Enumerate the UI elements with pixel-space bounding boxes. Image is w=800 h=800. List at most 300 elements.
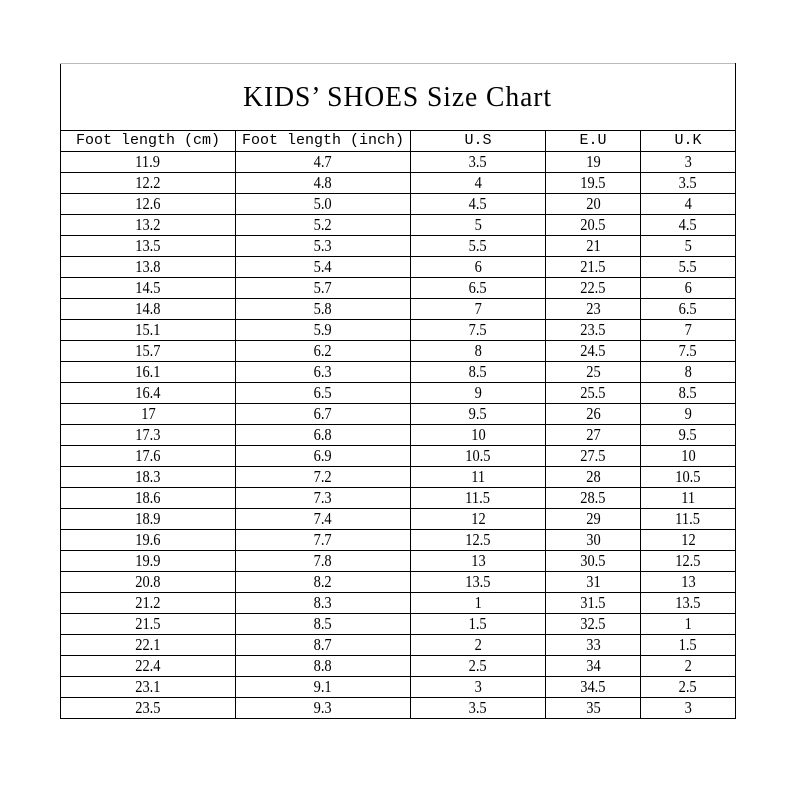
header-us: U.S — [411, 131, 546, 152]
cell-value: 8.8 — [313, 656, 333, 675]
cell-value: 31 — [585, 572, 601, 591]
cell-value: 28.5 — [580, 488, 606, 507]
cell-value: 19 — [585, 152, 601, 171]
cell-eu — [546, 341, 641, 362]
cell-value: 2 — [684, 656, 692, 675]
cell-value: 7.4 — [313, 509, 333, 528]
cell-foot-cm — [61, 383, 236, 404]
table-row — [61, 572, 736, 593]
cell-uk — [641, 362, 736, 383]
cell-foot-cm — [61, 278, 236, 299]
cell-value: 11.9 — [135, 152, 161, 171]
cell-value: 13.8 — [135, 257, 161, 276]
cell-value: 5.9 — [313, 320, 333, 339]
cell-value: 7.8 — [313, 551, 333, 570]
cell-uk — [641, 593, 736, 614]
cell-foot-inch — [236, 593, 411, 614]
cell-value: 2 — [474, 635, 482, 654]
cell-foot-cm — [61, 425, 236, 446]
cell-us — [411, 236, 546, 257]
cell-value: 4.5 — [678, 215, 698, 234]
cell-uk — [641, 278, 736, 299]
cell-us — [411, 467, 546, 488]
cell-value: 27 — [585, 425, 601, 444]
cell-uk — [641, 614, 736, 635]
cell-value: 19.5 — [580, 173, 606, 192]
cell-value: 3.5 — [468, 698, 488, 717]
cell-value: 11.5 — [675, 509, 701, 528]
cell-eu — [546, 656, 641, 677]
cell-uk — [641, 530, 736, 551]
cell-eu — [546, 215, 641, 236]
cell-foot-inch — [236, 698, 411, 719]
cell-value: 23.5 — [135, 698, 161, 717]
cell-value: 18.3 — [135, 467, 161, 486]
cell-value: 9 — [684, 404, 692, 423]
cell-foot-inch — [236, 278, 411, 299]
cell-eu — [546, 530, 641, 551]
cell-value: 22.1 — [135, 635, 161, 654]
cell-value: 8.7 — [313, 635, 333, 654]
cell-eu — [546, 593, 641, 614]
cell-value: 20.8 — [135, 572, 161, 591]
cell-value: 5.8 — [313, 299, 333, 318]
cell-uk — [641, 572, 736, 593]
cell-value: 14.5 — [135, 278, 161, 297]
cell-value: 7.2 — [313, 467, 333, 486]
cell-value: 9 — [474, 383, 482, 402]
cell-foot-cm — [61, 488, 236, 509]
cell-eu — [546, 278, 641, 299]
cell-value: 4.5 — [468, 194, 488, 213]
cell-us — [411, 656, 546, 677]
cell-value: 16.1 — [135, 362, 161, 381]
cell-foot-cm — [61, 341, 236, 362]
cell-value: 4 — [474, 173, 482, 192]
cell-foot-inch — [236, 341, 411, 362]
cell-value: 9.5 — [678, 425, 698, 444]
cell-foot-cm — [61, 299, 236, 320]
cell-value: 10.5 — [465, 446, 491, 465]
cell-foot-inch — [236, 173, 411, 194]
cell-value: 12 — [680, 530, 696, 549]
cell-uk — [641, 425, 736, 446]
cell-eu — [546, 425, 641, 446]
cell-value: 5.3 — [313, 236, 333, 255]
cell-value: 3.5 — [678, 173, 698, 192]
table-row — [61, 341, 736, 362]
cell-value: 13 — [680, 572, 696, 591]
cell-value: 8.2 — [313, 572, 333, 591]
table-row — [61, 299, 736, 320]
cell-value: 8.5 — [468, 362, 488, 381]
cell-value: 18.9 — [135, 509, 161, 528]
cell-foot-inch — [236, 467, 411, 488]
cell-value: 5.0 — [313, 194, 333, 213]
cell-value: 10.5 — [675, 467, 701, 486]
cell-value: 12.2 — [135, 173, 161, 192]
cell-value: 7.3 — [313, 488, 333, 507]
cell-foot-inch — [236, 152, 411, 173]
cell-eu — [546, 236, 641, 257]
cell-uk — [641, 404, 736, 425]
cell-eu — [546, 446, 641, 467]
table-row — [61, 383, 736, 404]
cell-eu — [546, 383, 641, 404]
header-foot-cm: Foot length (cm) — [61, 131, 236, 152]
cell-foot-inch — [236, 677, 411, 698]
cell-value: 6.5 — [678, 299, 698, 318]
cell-value: 3 — [684, 152, 692, 171]
cell-value: 22.4 — [135, 656, 161, 675]
cell-value: 11.5 — [465, 488, 491, 507]
cell-uk — [641, 488, 736, 509]
cell-uk — [641, 173, 736, 194]
title-row — [61, 64, 736, 131]
cell-foot-inch — [236, 383, 411, 404]
cell-eu — [546, 194, 641, 215]
cell-foot-cm — [61, 446, 236, 467]
cell-value: 20 — [585, 194, 601, 213]
cell-foot-inch — [236, 656, 411, 677]
cell-value: 5.2 — [313, 215, 333, 234]
cell-uk — [641, 656, 736, 677]
table-row — [61, 257, 736, 278]
cell-value: 23.1 — [135, 677, 161, 696]
cell-eu — [546, 635, 641, 656]
cell-value: 11 — [681, 488, 695, 507]
cell-value: 7 — [684, 320, 692, 339]
cell-value: 8 — [474, 341, 482, 360]
cell-eu — [546, 257, 641, 278]
cell-foot-inch — [236, 509, 411, 530]
cell-value: 1.5 — [468, 614, 488, 633]
size-chart-table — [60, 63, 736, 719]
cell-eu — [546, 299, 641, 320]
cell-value: 5 — [474, 215, 482, 234]
cell-value: 6.3 — [313, 362, 333, 381]
cell-value: 7 — [474, 299, 482, 318]
cell-value: 21.2 — [135, 593, 161, 612]
cell-us — [411, 488, 546, 509]
cell-foot-cm — [61, 530, 236, 551]
cell-foot-cm — [61, 362, 236, 383]
cell-value: 11 — [471, 467, 485, 486]
cell-value: 9.5 — [468, 404, 488, 423]
cell-foot-inch — [236, 614, 411, 635]
cell-eu — [546, 677, 641, 698]
cell-us — [411, 677, 546, 698]
cell-value: 6.2 — [313, 341, 333, 360]
table-row — [61, 425, 736, 446]
cell-value: 5.4 — [313, 257, 333, 276]
cell-uk — [641, 341, 736, 362]
cell-value: 15.1 — [135, 320, 161, 339]
cell-value: 4 — [684, 194, 692, 213]
table-row — [61, 215, 736, 236]
cell-foot-cm — [61, 257, 236, 278]
table-row — [61, 509, 736, 530]
cell-foot-inch — [236, 551, 411, 572]
table-row — [61, 320, 736, 341]
cell-value: 1 — [684, 614, 692, 633]
cell-us — [411, 320, 546, 341]
cell-us — [411, 278, 546, 299]
cell-us — [411, 215, 546, 236]
cell-foot-inch — [236, 425, 411, 446]
table-row — [61, 635, 736, 656]
header-row — [61, 131, 736, 152]
cell-value: 5.5 — [468, 236, 488, 255]
table-row — [61, 698, 736, 719]
cell-value: 15.7 — [135, 341, 161, 360]
cell-uk — [641, 383, 736, 404]
table-row — [61, 404, 736, 425]
cell-us — [411, 194, 546, 215]
cell-value: 3.5 — [468, 152, 488, 171]
cell-value: 6.8 — [313, 425, 333, 444]
cell-value: 19.9 — [135, 551, 161, 570]
cell-us — [411, 698, 546, 719]
cell-foot-inch — [236, 257, 411, 278]
cell-value: 12.5 — [465, 530, 491, 549]
cell-us — [411, 383, 546, 404]
cell-value: 27.5 — [580, 446, 606, 465]
cell-value: 8 — [684, 362, 692, 381]
cell-us — [411, 572, 546, 593]
cell-value: 6.5 — [313, 383, 333, 402]
cell-eu — [546, 320, 641, 341]
cell-value: 23 — [585, 299, 601, 318]
cell-value: 1.5 — [678, 635, 698, 654]
cell-value: 4.8 — [313, 173, 333, 192]
cell-eu — [546, 698, 641, 719]
cell-value: 9.3 — [313, 698, 333, 717]
cell-us — [411, 425, 546, 446]
cell-us — [411, 341, 546, 362]
cell-value: 4.7 — [313, 152, 333, 171]
cell-foot-inch — [236, 488, 411, 509]
cell-uk — [641, 446, 736, 467]
header-uk: U.K — [641, 131, 736, 152]
cell-value: 13.5 — [465, 572, 491, 591]
cell-foot-cm — [61, 404, 236, 425]
cell-us — [411, 530, 546, 551]
cell-us — [411, 299, 546, 320]
cell-value: 7.5 — [468, 320, 488, 339]
cell-uk — [641, 152, 736, 173]
cell-value: 18.6 — [135, 488, 161, 507]
header-eu: E.U — [546, 131, 641, 152]
table-row — [61, 551, 736, 572]
cell-us — [411, 173, 546, 194]
cell-value: 21.5 — [135, 614, 161, 633]
cell-value: 16.4 — [135, 383, 161, 402]
cell-foot-inch — [236, 446, 411, 467]
cell-foot-cm — [61, 551, 236, 572]
cell-us — [411, 614, 546, 635]
cell-uk — [641, 236, 736, 257]
cell-value: 6 — [684, 278, 692, 297]
cell-value: 31.5 — [580, 593, 606, 612]
chart-title-text: KIDS’ SHOES Size Chart — [243, 81, 553, 113]
cell-foot-cm — [61, 320, 236, 341]
table-row — [61, 446, 736, 467]
cell-foot-cm — [61, 509, 236, 530]
cell-foot-cm — [61, 593, 236, 614]
cell-eu — [546, 551, 641, 572]
cell-foot-inch — [236, 215, 411, 236]
table-row — [61, 593, 736, 614]
cell-eu — [546, 467, 641, 488]
cell-foot-cm — [61, 152, 236, 173]
cell-value: 20.5 — [580, 215, 606, 234]
cell-value: 30.5 — [580, 551, 606, 570]
cell-value: 8.5 — [678, 383, 698, 402]
cell-value: 34 — [585, 656, 601, 675]
table-row — [61, 488, 736, 509]
cell-foot-cm — [61, 572, 236, 593]
cell-foot-cm — [61, 236, 236, 257]
cell-us — [411, 551, 546, 572]
cell-value: 14.8 — [135, 299, 161, 318]
cell-value: 2.5 — [468, 656, 488, 675]
cell-value: 33 — [585, 635, 601, 654]
cell-value: 5.5 — [678, 257, 698, 276]
cell-uk — [641, 215, 736, 236]
cell-value: 19.6 — [135, 530, 161, 549]
cell-value: 13.2 — [135, 215, 161, 234]
cell-uk — [641, 677, 736, 698]
cell-foot-inch — [236, 320, 411, 341]
cell-value: 12.5 — [675, 551, 701, 570]
table-row — [61, 677, 736, 698]
cell-foot-inch — [236, 404, 411, 425]
header-foot-inch: Foot length (inch) — [236, 131, 411, 152]
cell-foot-inch — [236, 299, 411, 320]
cell-eu — [546, 362, 641, 383]
cell-us — [411, 257, 546, 278]
cell-uk — [641, 551, 736, 572]
cell-foot-cm — [61, 173, 236, 194]
cell-foot-cm — [61, 614, 236, 635]
cell-us — [411, 593, 546, 614]
table-row — [61, 194, 736, 215]
cell-foot-cm — [61, 215, 236, 236]
cell-uk — [641, 257, 736, 278]
cell-eu — [546, 173, 641, 194]
table-row — [61, 362, 736, 383]
cell-value: 8.3 — [313, 593, 333, 612]
cell-value: 7.5 — [678, 341, 698, 360]
cell-value: 9.1 — [313, 677, 333, 696]
cell-value: 1 — [474, 593, 482, 612]
table-row — [61, 278, 736, 299]
cell-value: 8.5 — [313, 614, 333, 633]
cell-value: 29 — [585, 509, 601, 528]
cell-foot-inch — [236, 635, 411, 656]
table-row — [61, 656, 736, 677]
cell-foot-inch — [236, 572, 411, 593]
cell-uk — [641, 698, 736, 719]
cell-value: 24.5 — [580, 341, 606, 360]
cell-value: 5 — [684, 236, 692, 255]
cell-value: 17.3 — [135, 425, 161, 444]
cell-uk — [641, 299, 736, 320]
cell-value: 25.5 — [580, 383, 606, 402]
cell-us — [411, 635, 546, 656]
cell-value: 3 — [684, 698, 692, 717]
cell-value: 13 — [470, 551, 486, 570]
cell-eu — [546, 509, 641, 530]
cell-value: 21 — [585, 236, 601, 255]
table-row — [61, 530, 736, 551]
cell-value: 2.5 — [678, 677, 698, 696]
cell-uk — [641, 509, 736, 530]
table-row — [61, 614, 736, 635]
cell-us — [411, 509, 546, 530]
cell-foot-inch — [236, 236, 411, 257]
cell-foot-cm — [61, 194, 236, 215]
cell-value: 13.5 — [135, 236, 161, 255]
cell-value: 13.5 — [675, 593, 701, 612]
cell-value: 32.5 — [580, 614, 606, 633]
table-row — [61, 467, 736, 488]
cell-foot-inch — [236, 530, 411, 551]
cell-value: 12.6 — [135, 194, 161, 213]
chart-title — [61, 64, 736, 131]
cell-value: 6 — [474, 257, 482, 276]
cell-eu — [546, 488, 641, 509]
cell-foot-inch — [236, 194, 411, 215]
cell-value: 21.5 — [580, 257, 606, 276]
cell-us — [411, 152, 546, 173]
cell-uk — [641, 194, 736, 215]
cell-value: 26 — [585, 404, 601, 423]
cell-value: 3 — [474, 677, 482, 696]
cell-us — [411, 404, 546, 425]
cell-uk — [641, 635, 736, 656]
cell-value: 34.5 — [580, 677, 606, 696]
cell-value: 12 — [470, 509, 486, 528]
cell-foot-cm — [61, 467, 236, 488]
cell-value: 28 — [585, 467, 601, 486]
cell-value: 22.5 — [580, 278, 606, 297]
cell-value: 7.7 — [313, 530, 333, 549]
cell-eu — [546, 404, 641, 425]
cell-value: 10 — [470, 425, 486, 444]
cell-uk — [641, 467, 736, 488]
cell-us — [411, 446, 546, 467]
table-row — [61, 152, 736, 173]
cell-value: 17.6 — [135, 446, 161, 465]
cell-value: 6.9 — [313, 446, 333, 465]
cell-uk — [641, 320, 736, 341]
cell-eu — [546, 614, 641, 635]
cell-eu — [546, 152, 641, 173]
cell-eu — [546, 572, 641, 593]
cell-foot-cm — [61, 698, 236, 719]
cell-foot-cm — [61, 635, 236, 656]
cell-value: 25 — [585, 362, 601, 381]
cell-foot-cm — [61, 656, 236, 677]
cell-value: 6.7 — [313, 404, 333, 423]
cell-value: 17 — [140, 404, 156, 423]
cell-value: 6.5 — [468, 278, 488, 297]
cell-value: 5.7 — [313, 278, 333, 297]
table-row — [61, 173, 736, 194]
cell-us — [411, 362, 546, 383]
